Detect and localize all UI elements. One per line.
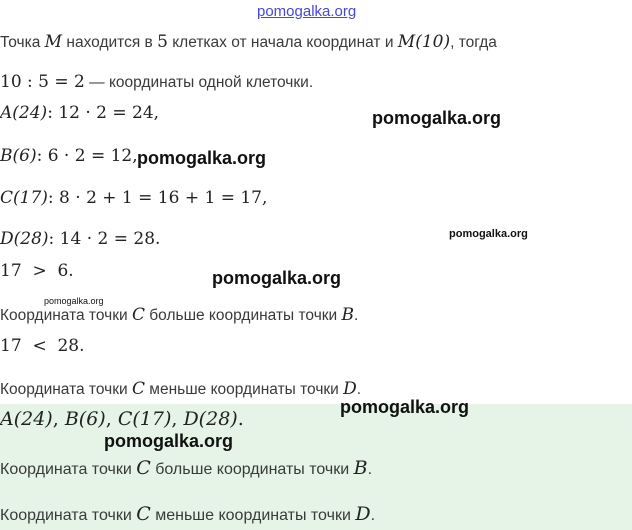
- point-d: D(28): [0, 229, 49, 249]
- conclusion-2-point-d: D: [343, 379, 357, 399]
- answer-points-line: [0, 408, 244, 430]
- answer-result-1-line: [0, 457, 372, 479]
- comparison-2-line: [0, 336, 85, 356]
- answer-result-1-text-2: больше координаты точки: [155, 461, 350, 478]
- point-m10: M(10): [397, 32, 451, 52]
- conclusion-2-text: Координата точки: [0, 381, 128, 398]
- conclusion-1-end: .: [354, 307, 359, 324]
- point-b-line: [0, 146, 138, 166]
- point-c-expression: : 8 · 2 + 1 = 16 + 1 = 17,: [47, 188, 268, 208]
- answer-result-2-text-2: меньше координаты точки: [155, 507, 351, 524]
- conclusion-1-text-2: больше координаты точки: [149, 307, 338, 324]
- watermark: pomogalka.org: [449, 228, 528, 240]
- answer-result-1-text: Координата точки: [0, 461, 132, 478]
- point-a-line: [0, 103, 159, 123]
- watermark: pomogalka.org: [340, 397, 470, 417]
- comparison-1: 17 > 6.: [0, 261, 74, 281]
- point-c-line: [0, 188, 267, 208]
- comparison-1-line: [0, 261, 74, 281]
- conclusion-2-point-c: C: [131, 379, 145, 399]
- answer-point-a: A(24): [0, 408, 53, 430]
- answer-result-2-end: .: [370, 507, 376, 524]
- point-b: B(6): [0, 146, 37, 166]
- intro-text-1: Точка: [0, 34, 41, 51]
- watermark: pomogalka.org: [212, 268, 342, 288]
- watermark: pomogalka.org: [44, 296, 104, 306]
- point-a: A(24): [0, 103, 48, 123]
- answer-result-1-end: .: [367, 461, 373, 478]
- conclusion-1-point-b: B: [341, 305, 355, 325]
- watermark-top-link[interactable]: pomogalka.org: [257, 3, 357, 20]
- answer-result-2-point-d: D: [355, 503, 371, 525]
- watermark: pomogalka.org: [372, 108, 502, 128]
- intro-text-3: клетках от начала координат и: [172, 34, 394, 51]
- division-text: — координаты одной клеточки.: [89, 74, 314, 91]
- conclusion-1-point-c: C: [131, 305, 145, 325]
- answer-result-2-line: [0, 503, 375, 525]
- intro-line: [0, 32, 497, 52]
- conclusion-1-line: [0, 305, 358, 325]
- answer-point-d: D(28): [183, 408, 238, 430]
- conclusion-2-end: .: [356, 381, 362, 398]
- answer-result-2-point-c: C: [136, 503, 151, 525]
- answer-result-1-point-b: B: [353, 457, 368, 479]
- answer-result-2-text: Координата точки: [0, 507, 132, 524]
- point-a-expression: : 12 · 2 = 24,: [47, 103, 160, 123]
- point-b-expression: : 6 · 2 = 12,: [36, 146, 138, 166]
- division-expression: 10 : 5 = 2: [0, 72, 85, 92]
- intro-text-4: , тогда: [450, 34, 497, 51]
- conclusion-1-text: Координата точки: [0, 307, 128, 324]
- point-m: M: [44, 32, 63, 52]
- watermark: pomogalka.org: [137, 148, 267, 168]
- conclusion-2-text-2: меньше координаты точки: [149, 381, 339, 398]
- answer-point-b: B(6): [64, 408, 106, 430]
- answer-point-c: C(17): [117, 408, 172, 430]
- division-line: [0, 72, 313, 92]
- intro-number: 5: [157, 32, 168, 52]
- comparison-2: 17 < 28.: [0, 336, 85, 356]
- answer-end: .: [237, 408, 244, 430]
- point-d-line: [0, 229, 160, 249]
- conclusion-2-line: [0, 379, 361, 399]
- answer-separator: ,: [105, 408, 118, 430]
- answer-result-1-point-c: C: [136, 457, 151, 479]
- answer-separator: ,: [171, 408, 184, 430]
- point-c: C(17): [0, 188, 48, 208]
- watermark: pomogalka.org: [104, 431, 234, 451]
- answer-separator: ,: [52, 408, 65, 430]
- point-d-expression: : 14 · 2 = 28.: [48, 229, 161, 249]
- intro-text-2: находится в: [66, 34, 153, 51]
